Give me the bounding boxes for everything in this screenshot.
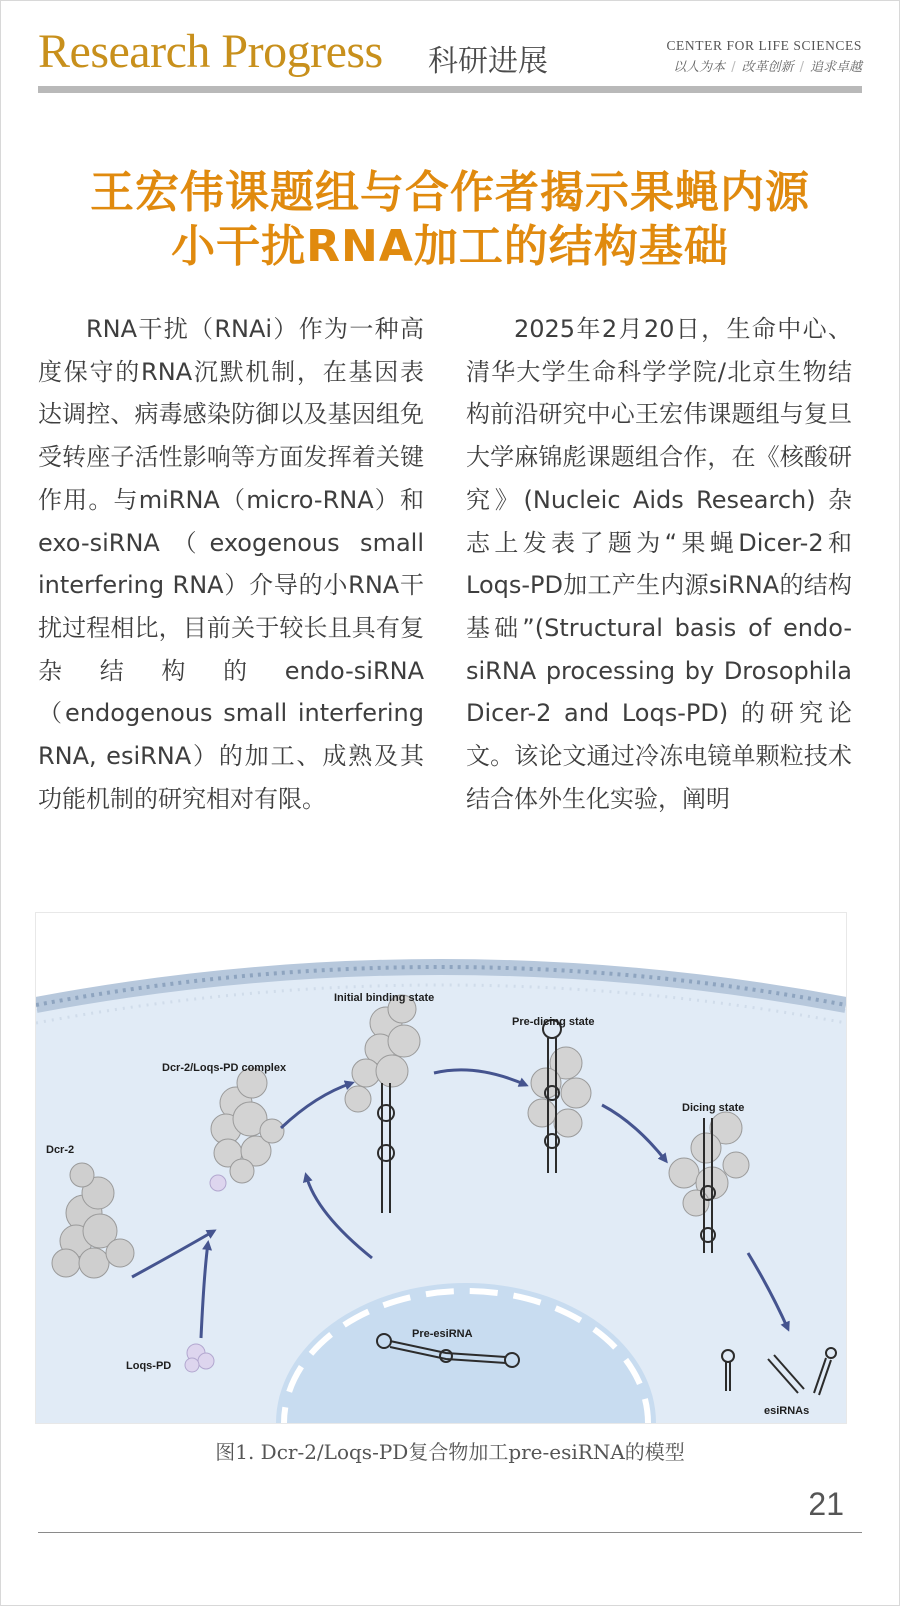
motto-1: 以人为本 [673, 60, 726, 75]
label-dcr2: Dcr-2 [46, 1144, 75, 1156]
label-esirnas: esiRNAs [764, 1405, 810, 1417]
article-title-line-1: 王宏伟课题组与合作者揭示果蝇内源 [90, 167, 810, 218]
page-number: 21 [808, 1486, 844, 1522]
article-title-line-2: 小干扰RNA加工的结构基础 [171, 221, 729, 272]
body-paragraph-left: RNA干扰（RNAi）作为一种高度保守的RNA沉默机制，在基因表达调控、病毒感染防御以及基因组免受转座子活性影响等方面发挥着关键作用。与miRNA（micro-RNA）和exo-siRNA（exogenous small interfering RNA）介导的小RNA干扰过程相比，目前关于较长且具有复杂结构的endo-siRNA（endogenous small interfering RNA, esiRNA）的加工、成熟及其功能机制的研究相对有限。 [38, 315, 424, 813]
motto-separator: / [799, 60, 804, 75]
section-title-cn: 科研进展 [428, 44, 548, 79]
label-dicing-state: Dicing state [682, 1102, 745, 1114]
motto-2: 改革创新 [741, 60, 794, 75]
motto-3: 追求卓越 [809, 60, 862, 75]
complex-loqs [210, 1175, 226, 1191]
label-predicing-state: Pre-dicing state [512, 1016, 595, 1028]
body-paragraph-right: 2025年2月20日，生命中心、清华大学生命科学学院/北京生物结构前沿研究中心王宏伟课题组与复旦大学麻锦彪课题组合作，在《核酸研究》(Nucleic Aids Research) 杂志上发表了题为“果蝇Dicer-2和Loqs-PD加工产生内源siRNA的结构基础”(Structural basis of endo-siRNA processing by Drosophila Dicer-2 and Loqs-PD) 的研究论文。该论文通过冷冻电镜单颗粒技术结合体外生化实验，阐明 [466, 315, 852, 813]
section-title: Research Progress [38, 25, 383, 78]
right-column [466, 308, 852, 820]
footer-rule [38, 1532, 862, 1533]
label-complex: Dcr-2/Loqs-PD complex [162, 1062, 287, 1074]
label-loqs-pd: Loqs-PD [126, 1360, 172, 1372]
left-column [38, 308, 424, 820]
figure-illustration [36, 913, 846, 1423]
mottos [673, 56, 862, 75]
center-name: CENTER FOR LIFE SCIENCES [666, 38, 862, 53]
figure-model [35, 912, 847, 1424]
header-rule [38, 86, 862, 93]
figure-caption: 图1. Dcr-2/Loqs-PD复合物加工pre-esiRNA的模型 [215, 1440, 685, 1464]
motto-separator: / [731, 60, 736, 75]
label-pre-esirna: Pre-esiRNA [412, 1328, 473, 1340]
label-initial-state: Initial binding state [334, 992, 435, 1004]
